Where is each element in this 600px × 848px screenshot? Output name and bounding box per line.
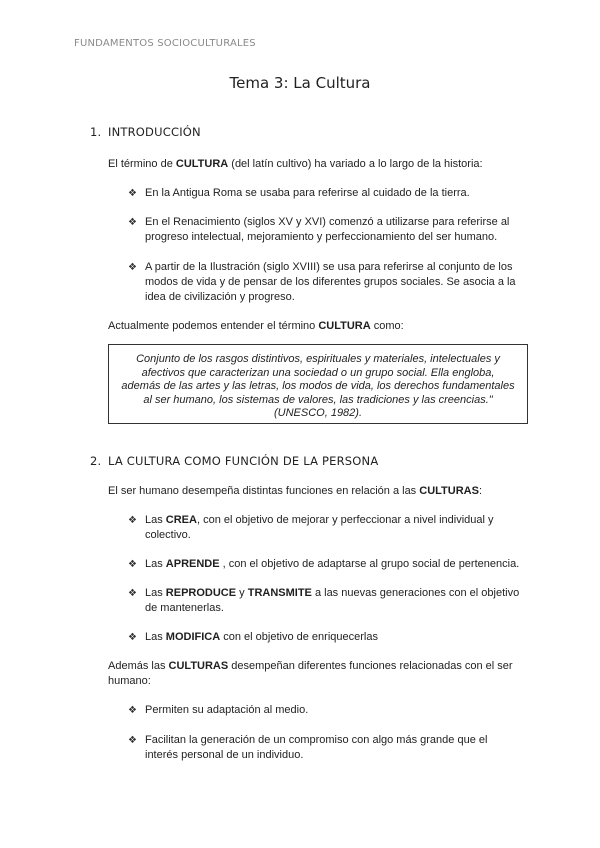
diamond-bullet-icon: ❖ [128, 705, 137, 716]
function-bullet-4 [128, 630, 523, 645]
diamond-bullet-icon: ❖ [128, 588, 137, 599]
section-2-intro [108, 484, 528, 499]
history-bullet-3 [128, 260, 523, 305]
diamond-bullet-icon: ❖ [128, 188, 137, 199]
bullet-bold: MODIFICA [165, 631, 221, 643]
functions-intro-post: desempeñan diferentes funciones relacionadas con el ser humano: [108, 660, 513, 687]
diamond-bullet-icon: ❖ [128, 735, 137, 746]
functions-intro-pre: Además las [108, 660, 169, 672]
history-bullet-1 [128, 186, 523, 201]
bullet-bold-2: TRANSMITE [247, 587, 312, 599]
s2-intro-pre: El ser humano desempeña distintas funciones en relación a las [108, 485, 420, 497]
bullet-mid: y [236, 587, 248, 599]
bullet-post: , con el objetivo de mejorar y perfeccionar a nivel individual y colectivo. [145, 514, 494, 541]
diamond-bullet-icon: ❖ [128, 262, 137, 273]
diamond-bullet-icon: ❖ [128, 217, 137, 228]
functions-intro-bold: CULTURAS [168, 660, 229, 672]
role-bullet-text: Permiten su adaptación al medio. [145, 704, 309, 716]
section-2-title: LA CULTURA COMO FUNCIÓN DE LA PERSONA [108, 454, 379, 468]
history-bullet-text: A partir de la Ilustración (siglo XVIII) se usa para referirse al conjunto de los modos de vida y de pensar de los diferentes grupos sociales. Se asocia a la idea de civilización y progreso. [145, 261, 516, 303]
unesco-definition-text: Conjunto de los rasgos distintivos, espirituales y materiales, intelectuales y afectivos que caracterizan una sociedad o un grupo social. Ella engloba, además de las artes y las letras, los modos de vida, los derechos fundamentales al ser humano, los sistemas de valores, las tradiciones y las creencias." (UNESCO, 1982). [121, 353, 515, 419]
bullet-post: con el objetivo de enriquecerlas [220, 631, 378, 643]
current-text-bold: CULTURA [318, 320, 371, 332]
running-header: FUNDAMENTOS SOCIOCULTURALES [74, 38, 256, 49]
s2-intro-bold: CULTURAS [419, 485, 479, 497]
s2-intro-post: : [478, 485, 482, 497]
section-1-number: 1. [90, 125, 102, 139]
history-bullet-text: En la Antigua Roma se usaba para referirse al cuidado de la tierra. [145, 187, 470, 199]
diamond-bullet-icon: ❖ [128, 559, 137, 570]
current-text-pre: Actualmente podemos entender el término [108, 320, 319, 332]
function-bullet-2 [128, 557, 523, 572]
bullet-pre: Las [145, 558, 166, 570]
section-1-intro [108, 157, 528, 172]
bullet-bold: REPRODUCE [165, 587, 237, 599]
unesco-definition-box [108, 344, 528, 424]
history-bullet-2 [128, 215, 523, 245]
function-bullet-1 [128, 513, 523, 543]
role-bullet-text: Facilitan la generación de un compromiso con algo más grande que el interés personal de un individuo. [145, 734, 488, 761]
diamond-bullet-icon: ❖ [128, 515, 137, 526]
section-2-heading [90, 454, 378, 468]
bullet-pre: Las [145, 631, 166, 643]
functions-intro [108, 659, 528, 689]
section-2-number: 2. [90, 454, 102, 468]
role-bullet-1 [128, 703, 523, 718]
role-bullet-2 [128, 733, 523, 763]
bullet-bold: APRENDE [165, 558, 220, 570]
history-bullet-text: En el Renacimiento (siglos XV y XVI) comenzó a utilizarse para referirse al progreso intelectual, mejoramiento y perfeccionamiento del ser humano. [145, 216, 510, 243]
bullet-post: , con el objetivo de adaptarse al grupo social de pertenencia. [219, 558, 520, 570]
intro-text-bold: CULTURA [175, 158, 229, 170]
section-1-title: INTRODUCCIÓN [108, 125, 201, 139]
section-1-heading [90, 125, 201, 139]
current-text-post: como: [370, 320, 404, 332]
document-title: Tema 3: La Cultura [229, 74, 371, 92]
intro-text-pre: El término de [108, 158, 176, 170]
intro-text-post: (del latín cultivo) ha variado a lo largo de la historia: [228, 158, 483, 170]
current-definition-intro [108, 319, 528, 334]
bullet-pre: Las [145, 514, 166, 526]
bullet-pre: Las [145, 587, 166, 599]
bullet-post: a las nuevas generaciones con el objetivo de mantenerlas. [145, 587, 520, 614]
diamond-bullet-icon: ❖ [128, 632, 137, 643]
bullet-bold: CREA [165, 514, 197, 526]
function-bullet-3 [128, 586, 523, 616]
